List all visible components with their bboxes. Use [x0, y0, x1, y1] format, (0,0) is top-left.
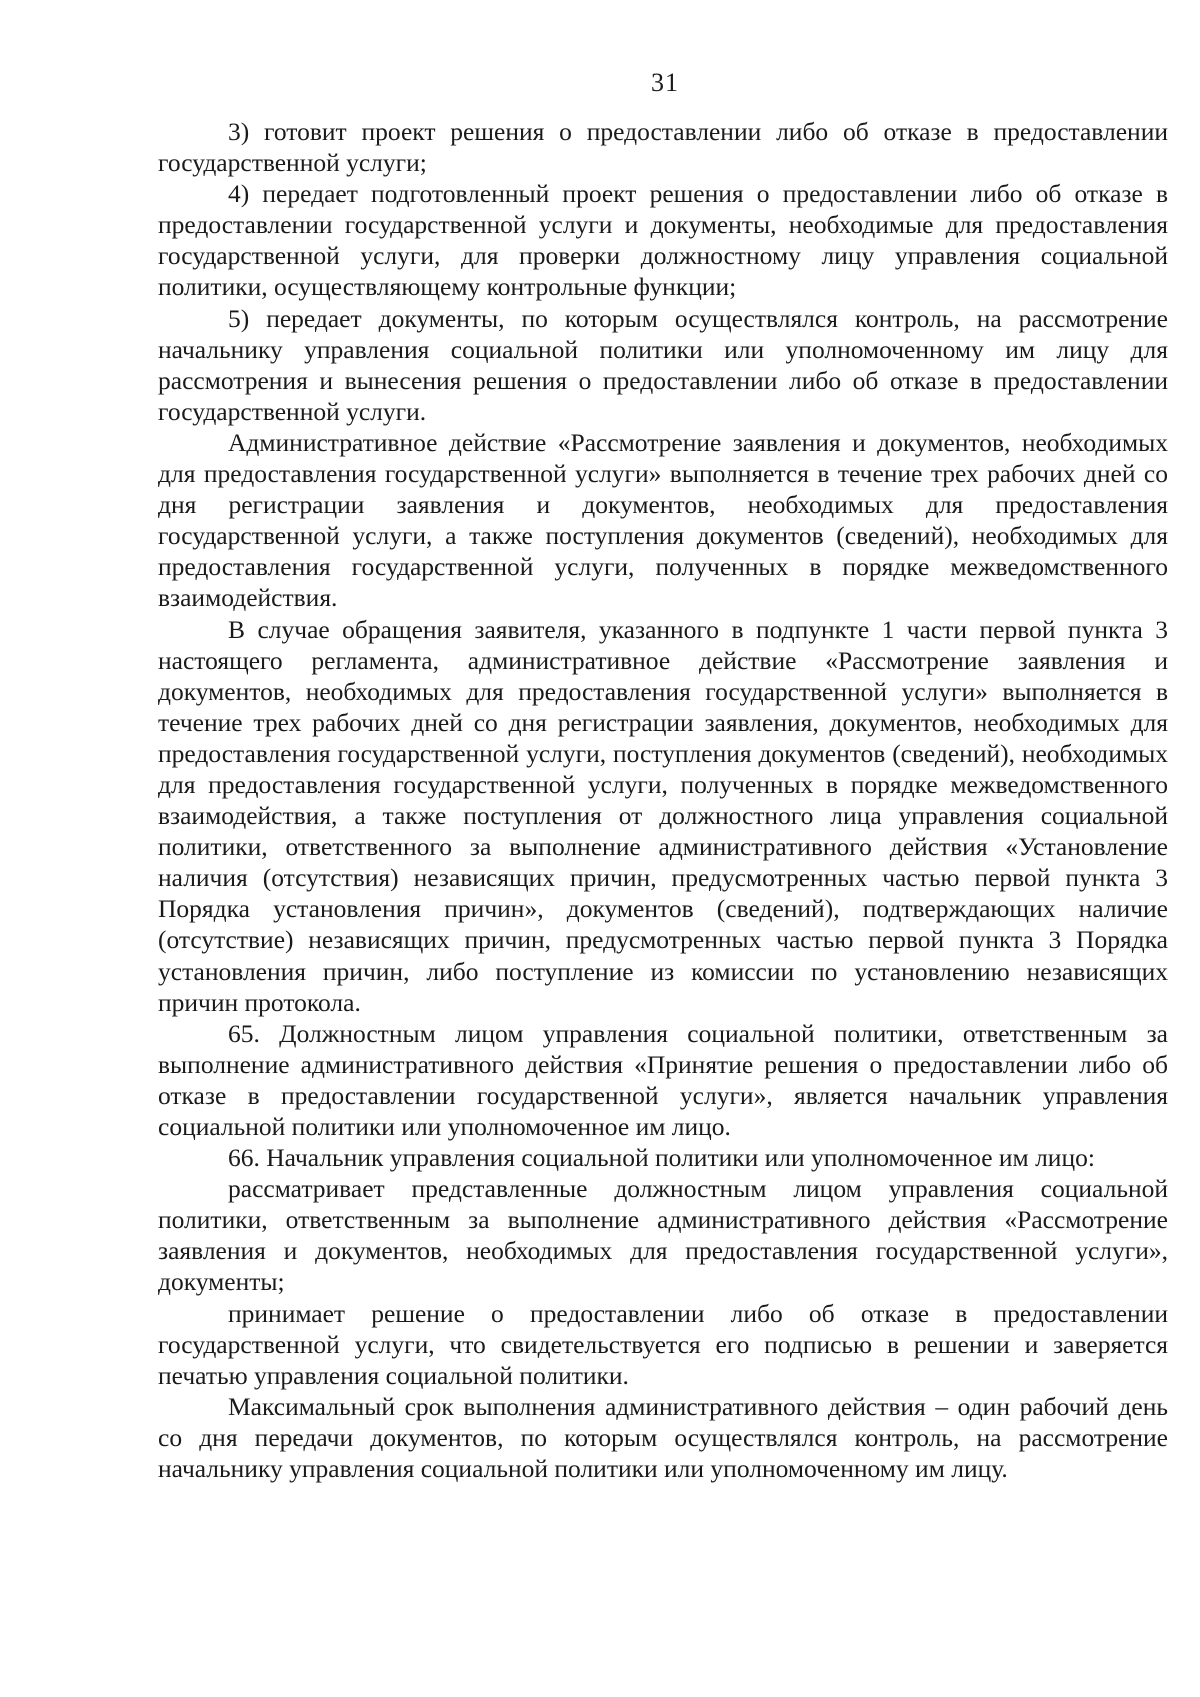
paragraph-clause-66: 66. Начальник управления социальной политики или уполномоченное им лицо:	[228, 1143, 1095, 1173]
page-number-text: 31	[651, 68, 679, 97]
page-number	[0, 68, 1200, 98]
document-body	[158, 116, 1168, 1484]
paragraph-item-3: 3) готовит проект решения о предоставлении либо об отказе в предоставлении государственной услуги;	[158, 117, 1168, 178]
paragraph-item-5: 5) передает документы, по которым осуществлялся контроль, на рассмотрение начальнику управления социальной политики или уполномоченному им лицу для рассмотрения и вынесения решения о предоставлении либо об отказе в предоставлении государственной услуги.	[158, 303, 1168, 426]
paragraph-makes-decision: принимает решение о предоставлении либо об отказе в предоставлении государственной услуги, что свидетельствуется его подписью в решении и заверяется печатью управления социальной политики.	[158, 1298, 1168, 1390]
paragraph-applicant-case: В случае обращения заявителя, указанного в подпункте 1 части первой пункта 3 настоящего регламента, административное действие «Рассмотрение заявления и документов, необходимых для предоставления государственной услуги» выполняется в течение трех рабочих дней со дня регистрации заявления, документов, необходимых для предоставления государственной услуги, поступления документов (сведений), необходимых для предоставления государственной услуги, полученных в порядке межведомственного взаимодействия, а также поступления от должностного лица управления социальной политики, ответственного за выполнение административного действия «Установление наличия (отсутствия) независящих причин, предусмотренных частью первой пункта 3 Порядка установления причин», документов (сведений), подтверждающих наличие (отсутствие) независящих причин, предусмотренных частью первой пункта 3 Порядка установления причин, либо поступление из комиссии по установлению независящих причин протокола.	[158, 614, 1168, 1017]
paragraph-item-4: 4) передает подготовленный проект решения о предоставлении либо об отказе в предоставлении государственной услуги и документы, необходимые для предоставления государственной услуги, для проверки должностному лицу управления социальной политики, осуществляющему контрольные функции;	[158, 179, 1168, 302]
paragraph-max-term: Максимальный срок выполнения административного действия – один рабочий день со дня передачи документов, по которым осуществлялся контроль, на рассмотрение начальнику управления социальной политики или уполномоченному им лицу.	[158, 1391, 1168, 1484]
paragraph-clause-65: 65. Должностным лицом управления социальной политики, ответственным за выполнение административного действия «Принятие решения о предоставлении либо об отказе в предоставлении государственной услуги», является начальник управления социальной политики или уполномоченное им лицо.	[158, 1018, 1168, 1141]
paragraph-reviews-documents: рассматривает представленные должностным лицом управления социальной политики, ответственным за выполнение административного действия «Рассмотрение заявления и документов, необходимых для предоставления государственной услуги», документы;	[158, 1174, 1168, 1297]
paragraph-review-timing: Административное действие «Рассмотрение заявления и документов, необходимых для предоставления государственной услуги» выполняется в течение трех рабочих дней со дня регистрации заявления и документов, необходимых для предоставления государственной услуги, а также поступления документов (сведений), необходимых для предоставления государственной услуги, полученных в порядке межведомственного взаимодействия.	[158, 427, 1168, 613]
